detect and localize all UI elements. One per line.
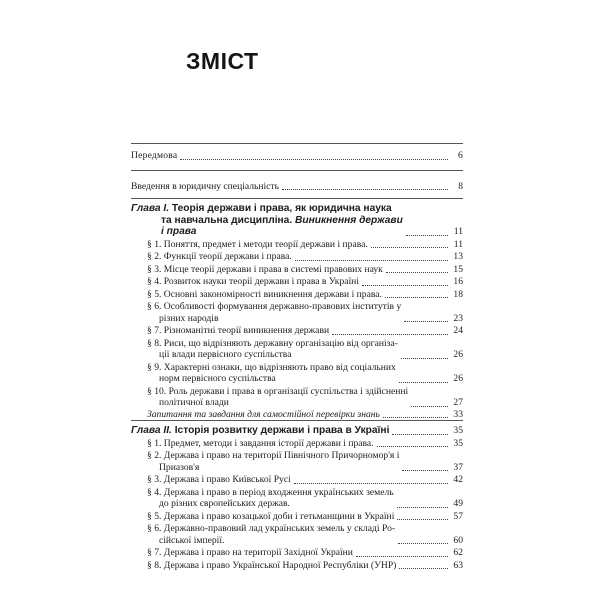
toc-section xyxy=(131,289,463,301)
toc-section xyxy=(131,239,463,251)
toc-section xyxy=(131,325,463,337)
dot-leader xyxy=(377,446,448,447)
toc-section xyxy=(131,386,463,409)
page-number: 35 xyxy=(453,437,463,449)
section-title xyxy=(147,386,408,409)
section-title xyxy=(147,239,368,251)
chapter-title-line: Теорія держави і права, як юридична наука xyxy=(171,203,392,214)
section-line: § 3. Держава і право Київської Русі xyxy=(147,474,291,485)
page-number: 6 xyxy=(458,150,463,161)
chapter-title-line: Виникнення держави xyxy=(295,214,403,226)
section-line: § 4. Розвиток науки теорії держави і права в Україні xyxy=(147,276,359,287)
table-of-contents xyxy=(131,143,463,571)
section-line: § 10. Роль держави і права в організації суспільства і здійсненні xyxy=(147,385,409,397)
dot-leader xyxy=(401,358,448,359)
toc-section xyxy=(131,438,463,450)
chapter-heading xyxy=(131,425,389,437)
section-line-continued: різних народів xyxy=(159,312,219,324)
dot-leader xyxy=(282,189,448,190)
section-line: § 5. Держава і право козацької доби і гетьманщини в Україні xyxy=(147,510,395,522)
section-title xyxy=(147,547,353,559)
dot-leader xyxy=(392,434,448,435)
page-number: 11 xyxy=(453,238,463,250)
section-line: § 7. Держава і право на території Західної України xyxy=(147,547,353,558)
section-title xyxy=(147,289,382,301)
page-number: 16 xyxy=(453,276,463,287)
dot-leader xyxy=(294,483,448,484)
page-number: 15 xyxy=(453,263,463,275)
dot-leader xyxy=(397,519,448,520)
section-line-continued: до різних європейських держав. xyxy=(159,498,290,509)
toc-section xyxy=(131,276,463,288)
section-title xyxy=(147,511,394,523)
page-number: 23 xyxy=(453,312,463,324)
toc-chapter-1 xyxy=(131,203,463,238)
section-line: § 1. Поняття, предмет і методи теорії держави і права. xyxy=(147,238,368,250)
section-title xyxy=(147,301,401,324)
page-number: 11 xyxy=(453,226,463,237)
section-title xyxy=(147,474,291,486)
section-line: § 5. Основні закономірності виникнення держави і права. xyxy=(147,288,382,300)
divider xyxy=(131,420,463,421)
page-number: 37 xyxy=(453,461,463,473)
page-number: 35 xyxy=(453,425,463,436)
toc-section xyxy=(131,338,463,361)
dot-leader xyxy=(180,159,448,160)
section-line-continued: політичної влади xyxy=(159,397,229,408)
page-number: 63 xyxy=(453,559,463,571)
dot-leader xyxy=(398,543,448,544)
page-number: 62 xyxy=(453,547,463,558)
section-line-continued: сійської імперії. xyxy=(159,534,225,546)
page-title: ЗМІСТ xyxy=(186,48,259,74)
toc-section xyxy=(131,301,463,324)
section-title xyxy=(147,560,396,572)
dot-leader xyxy=(371,247,448,248)
chapter-2-sections xyxy=(131,438,463,572)
section-title xyxy=(147,362,396,385)
section-title xyxy=(147,264,383,276)
dot-leader xyxy=(399,382,448,383)
toc-chapter-2 xyxy=(131,425,463,437)
toc-section xyxy=(131,474,463,486)
toc-section xyxy=(131,362,463,385)
chapter-label: Глава I. xyxy=(131,203,170,214)
page-number: 42 xyxy=(453,474,463,485)
section-line: § 7. Різноманітні теорії виникнення держави xyxy=(147,325,330,336)
toc-entry-intro xyxy=(131,181,463,193)
divider xyxy=(131,143,463,144)
toc-section xyxy=(131,487,463,510)
page-number: 33 xyxy=(453,408,463,420)
section-title xyxy=(147,487,394,510)
section-title xyxy=(147,251,292,263)
section-line-continued: норм первісного суспільства xyxy=(159,373,276,384)
divider xyxy=(131,198,463,199)
dot-leader xyxy=(332,334,448,335)
page-number: 8 xyxy=(458,180,463,192)
toc-questions xyxy=(131,409,463,421)
toc-section xyxy=(131,251,463,263)
dot-leader xyxy=(383,417,448,418)
page-number: 26 xyxy=(453,349,463,360)
section-line: § 3. Місце теорії держави і права в системі правових наук xyxy=(147,263,383,275)
page-number: 18 xyxy=(453,288,463,300)
section-line: § 8. Риси, що відрізняють державну організацію від організа- xyxy=(147,337,398,349)
section-line-continued: Приазов'я xyxy=(159,461,200,473)
section-line: § 8. Держава і право Української Народної Республіки (УНР) xyxy=(147,559,397,571)
page-number: 27 xyxy=(453,397,463,408)
toc-entry-preface xyxy=(131,150,463,162)
toc-entry-label: Передмова xyxy=(131,150,178,161)
toc-section xyxy=(131,264,463,276)
page-number: 26 xyxy=(453,373,463,384)
chapter-1-sections xyxy=(131,239,463,421)
section-line: § 6. Державно-правовий лад українських земель у складі Ро- xyxy=(147,523,396,534)
chapter-heading xyxy=(131,203,403,238)
dot-leader xyxy=(386,272,448,273)
toc-section xyxy=(131,547,463,559)
section-line: § 9. Характерні ознаки, що відрізняють право від соціальних xyxy=(147,361,396,373)
page-number: 24 xyxy=(453,325,463,336)
divider xyxy=(131,170,463,171)
section-title xyxy=(147,438,374,450)
dot-leader xyxy=(399,568,448,569)
section-line: § 4. Держава і право в період входження українських земель xyxy=(147,486,394,498)
page-number: 60 xyxy=(453,534,463,546)
dot-leader xyxy=(397,507,448,508)
chapter-title-line: і права xyxy=(161,226,197,237)
section-title xyxy=(147,325,329,337)
dot-leader xyxy=(362,285,448,286)
section-line-continued: ції влади первісного суспільства xyxy=(159,349,292,360)
dot-leader xyxy=(404,321,448,322)
chapter-label: Глава II. xyxy=(131,425,172,436)
chapter-title-line: Історія розвитку держави і права в Україні xyxy=(174,425,390,436)
dot-leader xyxy=(295,260,448,261)
section-line: § 6. Особливості формування державно-правових інститутів у xyxy=(147,301,402,312)
toc-section xyxy=(131,560,463,572)
section-line: § 2. Функції теорії держави і права. xyxy=(147,251,292,262)
section-title xyxy=(147,523,395,546)
questions-label: Запитання та завдання для самостійної перевірки знань xyxy=(147,408,380,420)
dot-leader xyxy=(406,235,448,236)
section-title xyxy=(147,276,359,288)
page-number: 13 xyxy=(453,251,463,262)
page-number: 49 xyxy=(453,498,463,509)
chapter-title-line: та навчальна дисципліна. xyxy=(161,214,293,226)
toc-section xyxy=(131,511,463,523)
page-number: 57 xyxy=(453,510,463,522)
toc-entry-label: Введення в юридичну спеціальність xyxy=(131,180,280,192)
section-line: § 2. Держава і право на території Північного Причорномор'я і xyxy=(147,450,400,461)
toc-section xyxy=(131,450,463,473)
toc-section xyxy=(131,523,463,546)
section-title xyxy=(147,450,399,473)
section-line: § 1. Предмет, методи і завдання історії держави і права. xyxy=(147,437,374,449)
dot-leader xyxy=(356,556,448,557)
dot-leader xyxy=(411,406,448,407)
section-title xyxy=(147,338,398,361)
dot-leader xyxy=(385,297,448,298)
dot-leader xyxy=(402,470,448,471)
